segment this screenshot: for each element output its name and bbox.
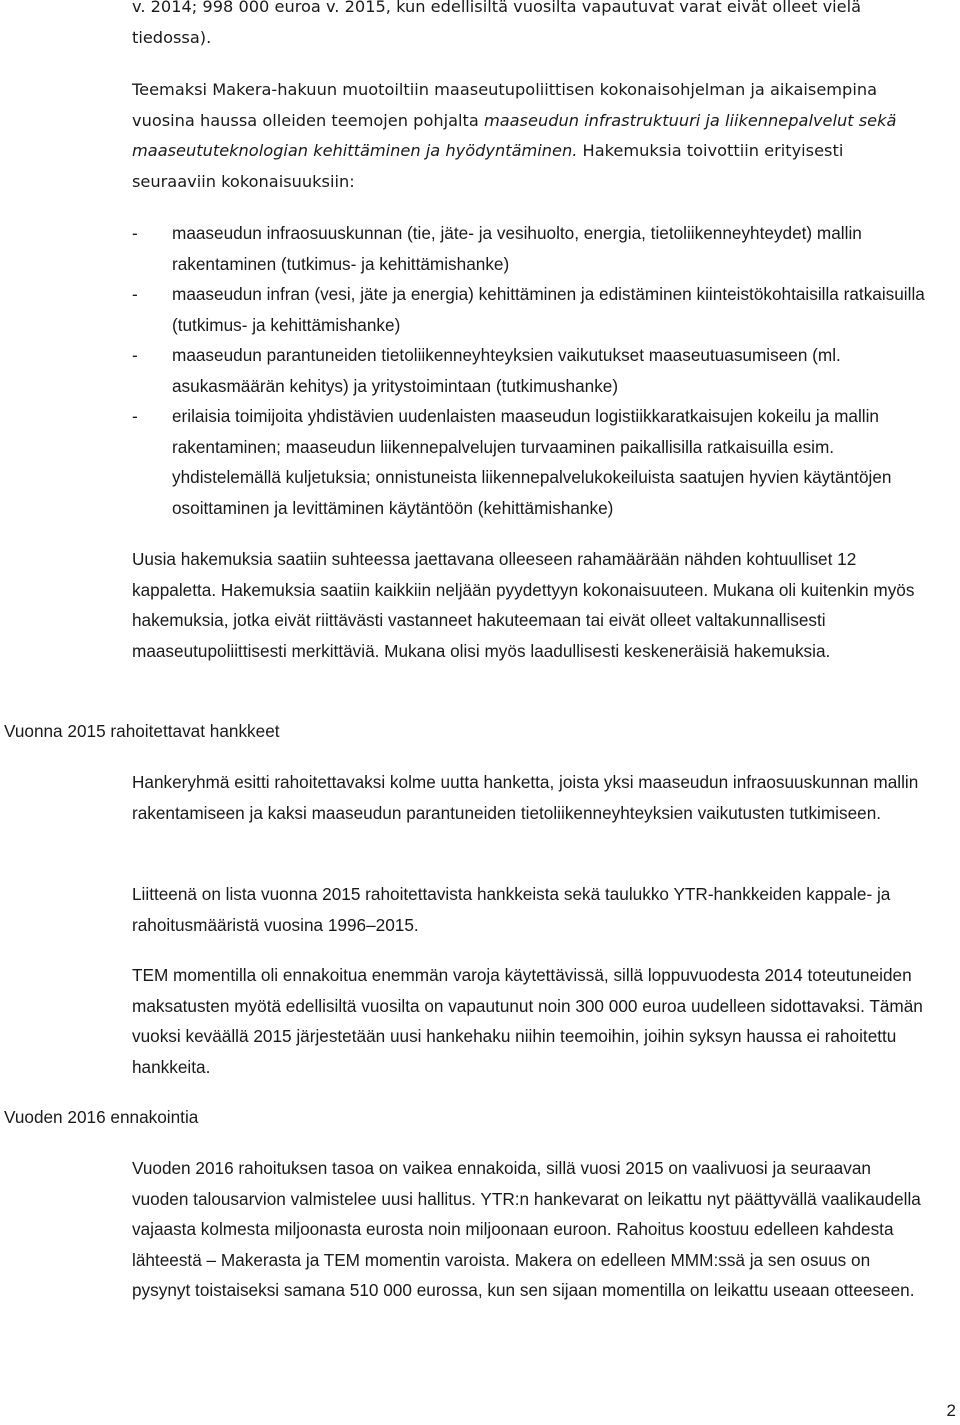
focus-area-list bbox=[132, 218, 932, 523]
list-item bbox=[132, 340, 932, 401]
theme-text-end: Hakemuksia toivottiin erityisesti seuraaviin kokonaisuuksiin: bbox=[132, 141, 844, 191]
list-dash: - bbox=[132, 406, 138, 426]
list-dash: - bbox=[132, 345, 138, 365]
list-item-text: erilaisia toimijoita yhdistävien uudenlaisten maaseudun logistiikkaratkaisujen kokeilu ja mallin rakentaminen; maaseudun liikennepalvelujen turvaaminen paikallisilla ratkaisuilla esim. yhdistelemällä kuljetuksia; onnistuneista liikennepalvelukokeiluista saatujen hyvien käytäntöjen osoittaminen ja levittäminen käytäntöön (kehittämishanke) bbox=[172, 406, 892, 518]
section-heading-2015: Vuonna 2015 rahoitettavat hankkeet bbox=[4, 721, 280, 741]
list-item bbox=[132, 401, 932, 523]
list-dash: - bbox=[132, 284, 138, 304]
attachment-paragraph: Liitteenä on lista vuonna 2015 rahoitettavista hankkeista sekä taulukko YTR-hankkeiden kappale- ja rahoitusmääristä vuosina 1996–2015. bbox=[132, 884, 891, 935]
theme-text-italic: maaseudun infrastruktuuri ja liikennepalvelut sekä maaseututeknologian kehittäminen ja hyödyntäminen. bbox=[132, 110, 897, 160]
applications-paragraph: Uusia hakemuksia saatiin suhteessa jaettavana olleeseen rahamäärään nähden kohtuulliset 12 kappaletta. Hakemuksia saatiin kaikkiin neljään pyydettyyn kokonaisuuteen. Mukana oli kuitenkin myös hakemuksia, jotka eivät riittävästi vastanneet hakuteemaan tai eivät olleet valtakunnallisesti maaseutupoliittisesti merkittäviä. Mukana olisi myös laadullisesti keskeneräisiä hakemuksia. bbox=[132, 549, 915, 661]
list-item bbox=[132, 218, 932, 279]
list-item-text: maaseudun infraosuuskunnan (tie, jäte- ja vesihuolto, energia, tietoliikenneyhteydet) mallin rakentaminen (tutkimus- ja kehittämishanke) bbox=[172, 223, 862, 274]
intro-line-2: tiedossa). bbox=[132, 27, 212, 47]
list-item-text: maaseudun parantuneiden tietoliikenneyhteyksien vaikutukset maaseutuasumiseen (ml. asukasmäärän kehitys) ja yritystoimintaan (tutkimushanke) bbox=[172, 345, 841, 396]
section-heading-2016: Vuoden 2016 ennakointia bbox=[4, 1107, 199, 1127]
intro-paragraph bbox=[132, 0, 932, 53]
forecast-2016-paragraph: Vuoden 2016 rahoituksen tasoa on vaikea ennakoida, sillä vuosi 2015 on vaalivuosi ja seuraavan vuoden talousarvion valmistelee uusi hallitus. YTR:n hankevarat on leikattu nyt päättyvällä vaalikaudella vajaasta kolmesta miljoonasta eurosta noin miljoonaan euroon. Rahoitus koostuu edelleen kahdesta lähteestä – Makerasta ja TEM momentin varoista. Makera on edelleen MMM:ssä ja sen osuus on pysynyt toistaiseksi samana 510 000 eurossa, kun sen sijaan momentilla on leikattu useaan otteeseen. bbox=[132, 1158, 921, 1300]
theme-text-start: Teemaksi Makera-hakuun muotoiltiin maaseutupoliittisen kokonaisohjelman ja aikaisempina vuosina haussa olleiden teemojen pohjalta bbox=[132, 80, 878, 130]
list-item-text: maaseudun infran (vesi, jäte ja energia) kehittäminen ja edistäminen kiinteistökohtaisilla ratkaisuilla (tutkimus- ja kehittämishanke) bbox=[172, 284, 925, 335]
theme-paragraph bbox=[132, 75, 932, 197]
project-group-paragraph: Hankeryhmä esitti rahoitettavaksi kolme uutta hanketta, joista yksi maaseudun infraosuuskunnan mallin rakentamiseen ja kaksi maaseudun parantuneiden tietoliikenneyhteyksien vaikutusten tutkimiseen. bbox=[132, 772, 919, 823]
tem-paragraph: TEM momentilla oli ennakoitua enemmän varoja käytettävissä, sillä loppuvuodesta 2014 toteutuneiden maksatusten myötä edellisiltä vuosilta on vapautunut noin 300 000 euroa uudelleen sidottavaksi. Tämän vuoksi keväällä 2015 järjestetään uusi hankehaku niihin teemoihin, joihin syksyn haussa ei rahoitettu hankkeita. bbox=[132, 965, 923, 1077]
page-number: 2 bbox=[946, 1401, 956, 1420]
list-item bbox=[132, 279, 932, 340]
intro-line-1: v. 2014; 998 000 euroa v. 2015, kun edellisiltä vuosilta vapautuvat varat eivät olleet vielä bbox=[132, 0, 862, 16]
list-dash: - bbox=[132, 223, 138, 243]
